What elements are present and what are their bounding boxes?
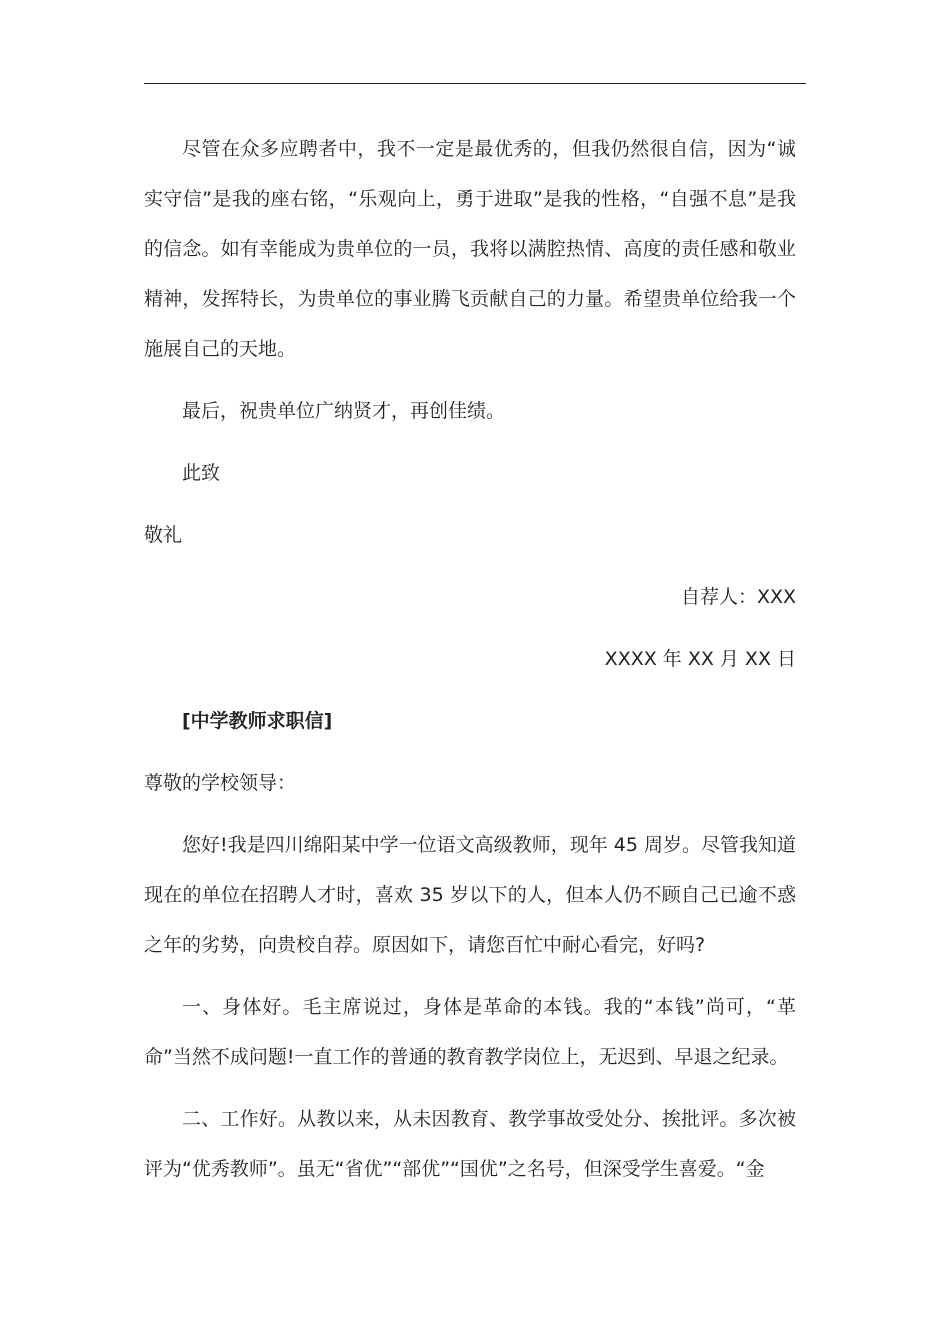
header-rule bbox=[144, 83, 806, 84]
document-body bbox=[144, 124, 796, 1194]
closing-paragraph: 尽管在众多应聘者中，我不一定是最优秀的，但我仍然很自信，因为“诚实守信”是我的座右铭，“乐观向上，勇于进取”是我的性格，“自强不息”是我的信念。如有幸能成为贵单位的一员，我将以满腔热情、高度的责任感和敬业精神，发挥特长，为贵单位的事业腾飞贡献自己的力量。希望贵单位给我一个施展自己的天地。 bbox=[144, 138, 796, 360]
salutation-line-1: 此致 bbox=[182, 462, 221, 484]
section-heading: [中学教师求职信] bbox=[182, 710, 333, 732]
salutation-line-2: 敬礼 bbox=[144, 524, 183, 546]
point-two-paragraph: 二、工作好。从教以来，从未因教育、教学事故受处分、挨批评。多次被评为“优秀教师”。虽无“省优”“部优”“国优”之名号，但深受学生喜爱。“金 bbox=[144, 1108, 796, 1180]
greeting: 尊敬的学校领导： bbox=[144, 772, 297, 794]
letter-date: XXXX 年 XX 月 XX 日 bbox=[604, 648, 796, 670]
signature: 自荐人：XXX bbox=[680, 586, 796, 608]
point-one-paragraph: 一、身体好。毛主席说过，身体是革命的本钱。我的“本钱”尚可，“革命”当然不成问题!一直工作的普通的教育教学岗位上，无迟到、早退之纪录。 bbox=[144, 996, 796, 1068]
intro-paragraph: 您好!我是四川绵阳某中学一位语文高级教师，现年 45 周岁。尽管我知道现在的单位在招聘人才时，喜欢 35 岁以下的人，但本人仍不顾自己已逾不惑之年的劣势，向贵校自荐。原因如下，请您百忙中耐心看完，好吗? bbox=[144, 834, 796, 956]
wish-paragraph: 最后，祝贵单位广纳贤才，再创佳绩。 bbox=[182, 400, 506, 422]
